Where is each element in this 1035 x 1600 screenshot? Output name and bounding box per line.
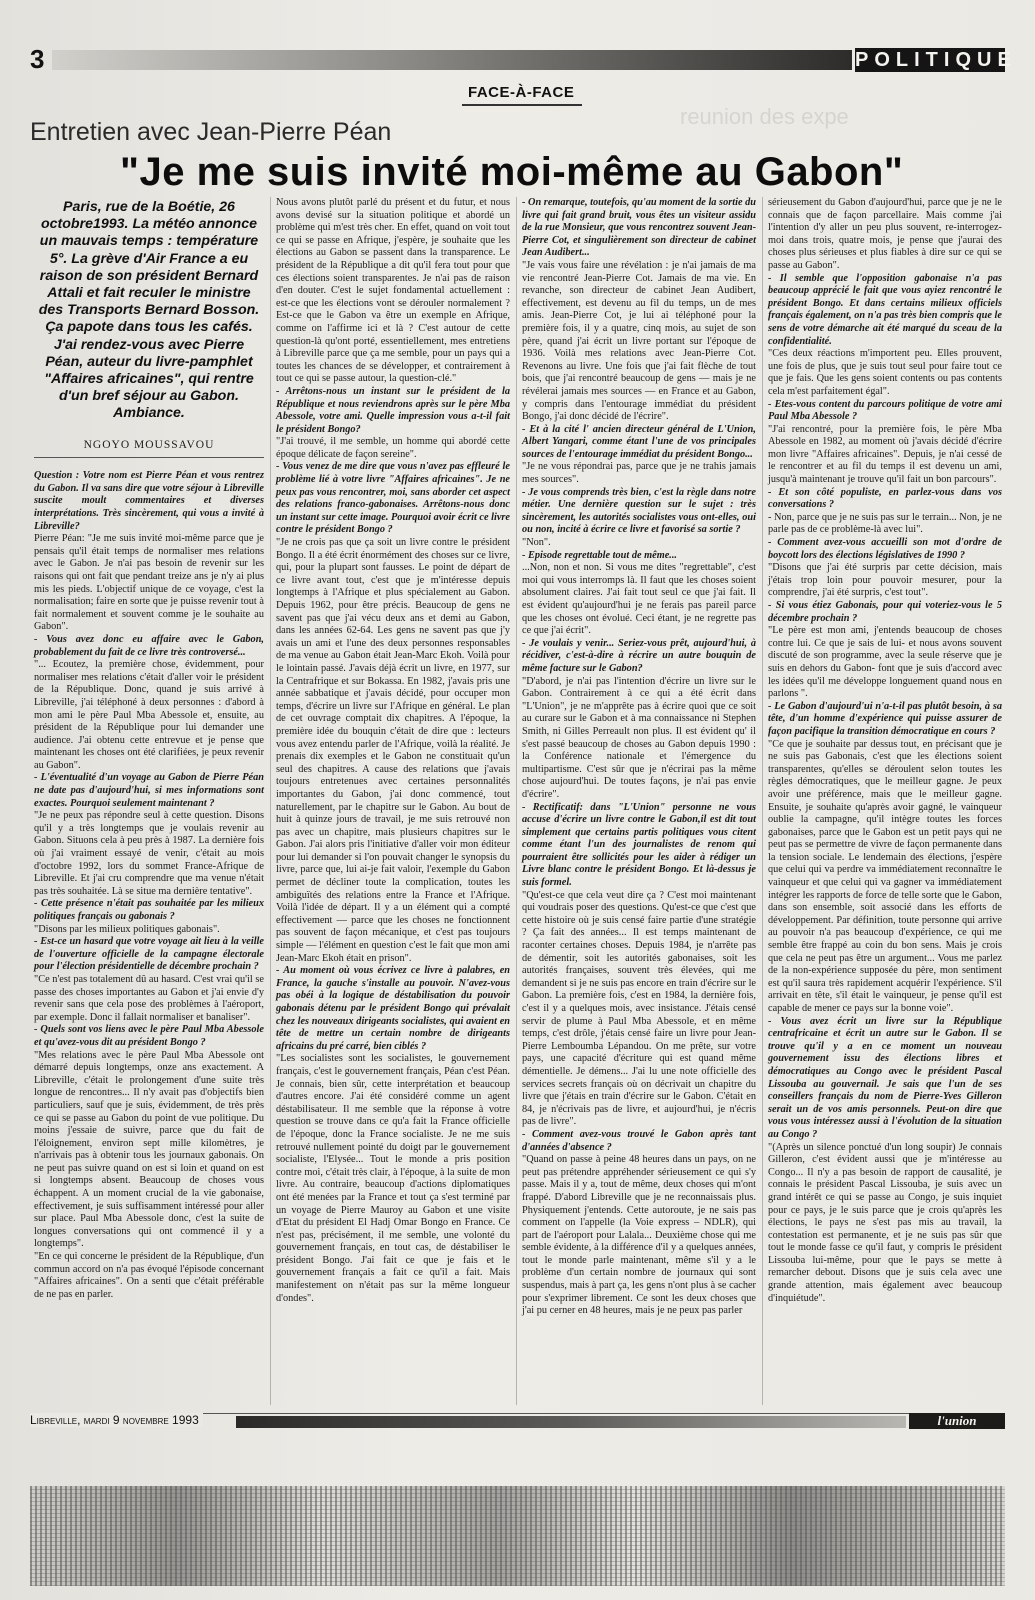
interview-answer: - Non, parce que je ne suis pas sur le terrain... Non, je ne parle pas de ce problème-là avec lui". — [768, 511, 1002, 536]
kicker: FACE-À-FACE — [468, 84, 575, 101]
interview-question: - On remarque, toutefois, qu'au moment de la sortie du livre qui fait grand bruit, vous êtes un visiteur assidu de la rue Monsieur, que vous rencontrez souvent Jean-Pierre Cot, et singulièrement son directeur de cabinet Jean Audibert... — [522, 197, 756, 259]
interview-answer: "Ces deux réactions m'importent peu. Elles prouvent, une fois de plus, que je suis tout seul pour faire tout ce que je fais. Que les gens soient contents ou pas contents cela m'est parfaitement égal". — [768, 348, 1002, 397]
interview-answer: Pierre Péan: "Je me suis invité moi-même parce que je pensais qu'il était temps de normaliser mes relations avec le Gabon. Je n'ai pas besoin de revenir sur les raisons qui ont fait que pendant treize ans je n'y ai plus mis les pieds. L'objectif unique de ce voyage, c'est la normalisation; faire en sorte que je puisse revenir tout à fait normalement et souvent comme je le souhaite au Gabon". — [34, 533, 264, 633]
column-3 — [522, 197, 756, 1318]
column-divider — [516, 197, 517, 1405]
column-2-body — [276, 197, 510, 1305]
interview-question: - Cette présence n'était pas souhaitée par les milieux politiques français ou gabonais ? — [34, 898, 264, 923]
footer-bar — [236, 1416, 906, 1428]
interview-question: - Etes-vous content du parcours politique de votre ami Paul Mba Abessole ? — [768, 398, 1002, 423]
interview-answer: "D'abord, je n'ai pas l'intention d'écrire un livre sur le Gabon. Contrairement à ce qui a été écrit dans "L'Union", je ne m'apprête pas à écrire quoi que ce soit au curare sur le Gabon et à ma connaissance ni Stephen Smith, ni Gilles Perreault non plus. Il est évident qu' il s'est passé beaucoup de choses au Gabon depuis 1990 : la Conférence nationale et l'émergence du multipartisme. C'est sûr que je n'écrirai pas la même chose aujourd'hui. De toutes façons, je n'ai pas envie d'écrire". — [522, 675, 756, 800]
interview-question: - Rectificatif: dans "L'Union" personne ne vous accuse d'écrire un livre contre le Gabon,il est dit tout simplement que certains partis politiques vous citent comme étant l'un des journalistes de renom qui pourraient être sollicités pour les aider à rédiger un Livre blanc contre le président Bongo. Et là-dessus je suis formel. — [522, 801, 756, 889]
article-headline: "Je me suis invité moi-même au Gabon" — [120, 150, 904, 194]
interview-answer: "Qu'est-ce que cela veut dire ça ? C'est moi maintenant qui voudrais poser des questions. Qu'est-ce que c'est que cette histoire où je suis censé faire partie d'une stratégie ? Ça fait des années... Il est temps maintenant de raconter certaines choses. Depuis 1984, je n'arrête pas de démentir, soit les autorités gabonaises, soit les autorités françaises, souvent très élevées, qui me demandent si je ne suis pas encore en train d'écrire sur le Gabon. La première fois, c'est en 1984, la dernière fois, c'est il y a quelques mois, avec insistance. J'étais censé servir de plume à Paul Mba Abessole, et en même temps, c'est drôle, j'étais censé faire un livre pour Jean-Pierre Lemboumba Lépandou. On me prête, sur votre pays, une capacité d'écriture qui est quand même démentielle. Je démens... J'ai lu une note officielle des services secrets français où on décrivait un chapitre du livre que j'étais en train d'écrire sur le Gabon. C'était en 84, je n'écrivais pas de livre, et aujourd'hui, je n'écris pas de livre". — [522, 889, 756, 1128]
column-4 — [768, 197, 1002, 1305]
interview-question: - Je voulais y venir... Seriez-vous prêt, aujourd'hui, à récidiver, c'est-à-dire à récrire un autre bouquin de même facture sur le Gabon? — [522, 637, 756, 674]
interview-question: - Comment avez-vous trouvé le Gabon après tant d'années d'absence ? — [522, 1128, 756, 1153]
interview-question: - Episode regrettable tout de même... — [522, 549, 678, 561]
newspaper-logo: l'union — [909, 1413, 1005, 1429]
interview-answer: "Je ne peux pas répondre seul à cette question. Disons qu'il y a très longtemps que je voulais revenir au Gabon. Situons cela à peu près à 1987. La dernière fois où j'ai vraiment essayé de venir, c'était au mois d'octobre 1992, lors du sommet France-Afrique de Libreville. Et j'ai cru comprendre que ma venue n'était pas très souhaitée. Là se situe ma dernière tentative". — [34, 810, 264, 897]
interview-question: - Est-ce un hasard que votre voyage ait lieu à la veille de l'ouverture officielle de la campagne électorale pour l'élection présidentielle de décembre prochain ? — [34, 936, 264, 973]
interview-question: - Et à la cité l' ancien directeur général de L'Union, Albert Yangari, comme étant l'une de vos principales sources de l'entourage immédiat du président Bongo... — [522, 423, 756, 460]
interview-question: - Quels sont vos liens avec le père Paul Mba Abessole et qu'avez-vous dit au président Bongo ? — [34, 1024, 264, 1048]
interview-answer: "Disons que j'ai été surpris par cette décision, mais j'étais trop loin pour pouvoir mesurer, pour la comprendre, j'ai été surpris, c'est tout". — [768, 562, 1002, 599]
interview-answer: "... Ecoutez, la première chose, évidemment, pour normaliser mes relations c'était d'aller voir le président de la République. Donc, quand je suis arrivé à Libreville, j'ai téléphoné à deux personnes : d'abord à mon ami le père Paul Mba Abessole et, ensuite, au président de la République pour lui demander une audience. J'ai obtenu cette entrevue et je pense que maintenant les choses ont été clarifiées, je peux revenir au Gabon". — [34, 659, 264, 771]
interview-answer: ...Non, non et non. Si vous me dites "regrettable", c'est moi qui vous interromps là. Il faut que les choses soient absolument claires. J'ai fait tout seul ce que j'ai fait. Il est évident qu'aujourd'hui je ne ferais pas pareil parce que les choses ont évolué. Ceci étant, je ne regrette pas ce que j'ai écrit". — [522, 562, 756, 637]
scan-artifact — [30, 1486, 1005, 1586]
column-divider — [270, 197, 271, 1405]
interview-answer: "Les socialistes sont les socialistes, le gouvernement français, c'est le gouvernement français, Péan c'est Péan. Je connais, bien sûr, cette interprétation et beaucoup d'autres encore. J'ai été considéré comme un agent déstabilisateur. Il me semble que la réponse à votre question se trouve dans ce qu'a fait la France officielle de l'époque, donc la France socialiste. Je ne me suis retrouvé nullement pointé du doigt par le gouvernement socialiste, l'Elysée... Tout le monde a pris position contre moi, c'était très clair, à l'époque, à la suite de mon livre. Au contraire, beaucoup d'actions diplomatiques ont été menées par la France et tout ça s'est terminé par un voyage de Pierre Mauroy au Gabon et une visite d'Etat du président El Hadj Omar Bongo en France. Ce n'est pas, précisément, il me semble, une volonté du gouvernement français, en tout cas, de déstabiliser le président Bongo. J'ai fait ce que je fais et le gouvernement français a fait ce qu'il a fait. Mais manifestement on n'était pas sur la même longueur d'ondes". — [276, 1053, 510, 1304]
interview-question: - L'éventualité d'un voyage au Gabon de Pierre Péan ne date pas d'aujourd'hui, si mes informations sont exactes. Pourquoi seulement maintenant ? — [34, 772, 264, 809]
article-intro: Paris, rue de la Boétie, 26 octobre1993. La météo annonce un mauvais temps : température 5°. La grève d'Air France a eu raison de son président Bernard Attali et fait reculer le ministre des Transports Bernard Bosson. Ça papote dans tous les cafés. J'ai rendez-vous avec Pierre Péan, auteur du livre-pamphlet "Affaires africaines", qui rentre d'un bref séjour au Gabon. Ambiance. — [38, 199, 260, 422]
interview-question: - Vous avez écrit un livre sur la République centrafricaine et écrit un autre sur le Gabon. Il se trouve qu'il y a en ce moment un nouveau gouvernement issu des élections libres et démocratiques au Congo avec le président Pascal Lissouba au gouvernail. Je sais que l'un de ses conseillers français du nom de Pierre-Yves Gilleron serait un de vos amis personnels. Peut-on dire que vous vous intéressez aussi à l'évolution de la situation au Congo ? — [768, 1015, 1002, 1140]
column-1-body — [34, 470, 264, 1301]
page-number: 3 — [30, 44, 45, 74]
article-subhead: Entretien avec Jean-Pierre Péan — [30, 118, 392, 146]
interview-answer: sérieusement du Gabon d'aujourd'hui, parce que je ne le connais que de façon parcellaire. Mais comme j'ai l'intention d'y aller un peu plus souvent, re-interrogez- moi dans trois, quatre mois, je pense que j'aurai des choses plus sérieuses et plus fiables à dire sur ce qui se passe au Gabon". — [768, 197, 1002, 271]
interview-answer: "Non". — [522, 537, 551, 549]
column-4-body — [768, 197, 1002, 1305]
interview-answer: "Disons par les milieux politiques gabonais". — [34, 923, 220, 935]
interview-answer: "Ce n'est pas totalement dû au hasard. C'est vrai qu'il se passe des choses importantes au Gabon et j'ai envie d'y revenir sans que cela pose des problèmes à l'aéroport, par exemple. Donc il fallait normaliser et banaliser". — [34, 973, 264, 1023]
page-header — [30, 44, 1017, 74]
interview-question: - Et son côté populiste, en parlez-vous dans vos conversations ? — [768, 486, 1002, 511]
column-1 — [34, 197, 264, 1301]
interview-question: - Arrêtons-nous un instant sur le président de la République et nous reviendrons après sur le père Mba Abessole, votre ami. Quelle impression vous a-t-il fait le président Bongo? — [276, 385, 510, 435]
interview-question: - Il semble que l'opposition gabonaise n'a pas beaucoup apprécié le fait que vous ayiez rencontré le président Bongo. Et dans certains milieux officiels français également, on n'a pas très bien compris que le sens de votre démarche ait été marqué du sceau de la confidentialité. — [768, 272, 1002, 347]
interview-answer: "J'ai rencontré, pour la première fois, le père Mba Abessole en 1982, au moment où j'avais décidé d'écrire mon livre "Affaires africaines". Depuis, je n'ai cessé de le rencontrer et au fil du temps il est devenu un ami, jusqu'à maintenant je trouve qu'il fait un bon parcours". — [768, 423, 1002, 486]
interview-question: - Comment avez-vous accueilli son mot d'ordre de boycott lors des élections législatives de 1990 ? — [768, 537, 1002, 561]
column-divider — [762, 197, 763, 1405]
interview-answer: "Le père est mon ami, j'entends beaucoup de choses contre lui. Ce que je sais de lui- et nous avons souvent discuté de son programme, avec la seule réserve que je suis en dehors du Gabon- font que je suis d'accord avec les idées qu'il me développe longuement quand nous en parlons ". — [768, 625, 1002, 700]
interview-answer: "Je ne crois pas que ça soit un livre contre le président Bongo. Il a été écrit énormément des choses sur ce livre, qui, pour la plupart sont fausses. Le point de départ de ce livre avant tout, c'est que je m'intéresse depuis longtemps à l'Afrique et plus spécialement au Gabon. Depuis 1962, pour être précis. Beaucoup de gens ne savent pas que j'ai vécu deux ans et demi au Gabon, dans les années 62-64. Les gens ne savent pas que j'y avais un ami et l'une des deux personnes responsables de ma venue au Gabon était Jean-Marc Ekoh. Voilà pour le lointain passé. J'avais déjà écrit un livre, en 1977, sur la Centrafrique et sur Bokassa. En 1982, j'avais pris une année sabbatique et j'avais décidé, pour occuper mon temps, d'écrire un livre sur l'Afrique en général. Le plan de cet ouvrage comptait dix chapitres. A l'époque, la première idée du bouquin c'était de dire que : lecteurs vous avez entendu parler de l'Afrique, voilà la réalité. Je prenais dix exemples et le Gabon ne constituait qu'un seul des chapitres. A cause des relations que j'avais toujours entretenues avec certaines personnalités importantes du Gabon, j'ai donc commencé, tout naturellement, par le chapitre sur le Gabon. Au bout de huit à quinze jours de travail, je me suis retrouvé non pas avec un chapitre, mais plusieurs chapitres sur le Gabon. J'ai alors pris l'initiative d'aller voir mon éditeur pour lui demander si l'on pouvait changer le synopsis du livre, parce que, lui ai-je fait valoir, l'exemple du Gabon permet de décliner toute la complication, toutes les ambiguïtés des relations entre la France et l'Afrique. Voilà l'idée de départ. Il y a un élément qui a compté effectivement — parce que les choses ne fonctionnent pas souvent de façon mécanique, et c'est pas toujours simple — l'élément en question c'est le fait que mon ami Jean-Marc Ekoh était en prison". — [276, 537, 510, 964]
interview-answer: Nous avons plutôt parlé du présent et du futur, et nous avons devisé sur la situation politique et abordé un problème qui m'est très cher. En effet, quand on voit tout ce qui se passe en Afrique, j'espère, je souhaite que les élections au Gabon se passent dans la transparence. Le président de la République a dit qu'il fera tout pour que ces élections soient transparentes. Je n'ai pas de raison d'en douter. C'est le sujet fondamental actuellement : est-ce que les élections vont se dérouler normalement ? Est-ce que le Gabon va être un exemple en Afrique, comme on l'affirme ici et là ? C'est autour de cette question-là qu'ont porté, essentiellement, mes entretiens à Libreville parce que ça me semble, pour un pays qui a toutes les chances de se développer, et contrairement à tout ce qui se passe autour, la question-clé." — [276, 197, 510, 385]
kicker-rule — [462, 104, 582, 106]
interview-question: Question : Votre nom est Pierre Péan et vous rentrez du Gabon. Il va sans dire que votre séjour à Libreville suscite moult commentaires et diverses interprétations. Très sincèrement, qui vous a invité à Libreville? — [34, 470, 264, 532]
bleed-through-text: reunion des expe — [680, 104, 849, 129]
column-2 — [276, 197, 510, 1305]
interview-question: - Le Gabon d'aujourd'ui n'a-t-il pas plutôt besoin, à sa tête, d'un homme d'expérience qui puisse assurer de façon pacifique la transition démocratique en cours ? — [768, 700, 1002, 737]
interview-answer: "Ce que je souhaite par dessus tout, en précisant que je ne suis pas Gabonais, c'est que les élections soient transparentes, qu'elles se déroulent selon toutes les règles démocratiques, que le meilleur gagne. Je peux avoir une préférence, mais que le meilleur gagne. Ensuite, je souhaite qu'après avoir gagné, le vainqueur oublie la campagne, qu'il intègre toutes les forces gabonaises, parce que le Gabon est un petit pays qui ne peut pas se permettre de vivre de façon permanente dans la tension sociale. Le lendemain des élections, j'espère que celui qui va perdre va immédiatement reconnaître le vainqueur et que celui qui va gagner va immédiatement intégrer les rapports de force de telle sorte que le Gabon, dans son ensemble, soit associé dans les efforts de développement. Par définition, toute personne qui arrive au pouvoir n'a pas beaucoup d'expérience, ce qui me semble être frappé au coin du bon sens. Mais je crois que cela ne peut pas être un argument... Vous me parlez de la non-expérience supposée du père, mon sentiment est qu'il saura très rapidement acquérir l'expérience. S'il arrivait en tête, s'il était le vainqueur, je pense qu'il est capable de mener ce pays sur la bonne voie". — [768, 738, 1002, 1014]
interview-question: - Si vous étiez Gabonais, pour qui voteriez-vous le 5 décembre prochain ? — [768, 600, 1002, 624]
interview-question: - Vous avez donc eu affaire avec le Gabon, probablement du fait de ce livre très controversé... — [34, 633, 264, 658]
column-3-body — [522, 197, 756, 1318]
interview-answer: "Je ne vous répondrai pas, parce que je ne trahis jamais mes sources". — [522, 461, 756, 486]
interview-answer: "Quand on passe à peine 48 heures dans un pays, on ne peut pas prétendre appréhender sérieusement ce qui s'y passe. Mais il y a, tout de même, deux choses qui m'ont frappé. D'abord Libreville que je ne reconnaissais plus. Physiquement j'entends. Cette autoroute, je ne sais pas comment on l'appelle (la Voie express – NDLR), qui part de l'aéroport pour Lalala... Deuxième chose qui me semble évidente, à la différence d'il y a quelques années, tout le monde parle maintenant, même s'il y a le problème d'un certain nombre de journaux qui sont suspendus, mais à part ça, les gens n'ont plus à se cacher pour s'exprimer librement. Ce sont les deux choses que j'ai pu cerner en 48 heures, mais je ne peux pas parler — [522, 1154, 756, 1317]
byline: NGOYO MOUSSAVOU — [34, 439, 264, 459]
interview-answer: "J'ai trouvé, il me semble, un homme qui abordé cette époque délicate de façon sereine". — [276, 436, 510, 460]
section-label: POLITIQUE — [855, 49, 1017, 71]
header-rule — [52, 50, 852, 70]
footer-date: Libreville, mardi 9 novembre 1993 — [30, 1413, 203, 1427]
interview-question: - Je vous comprends très bien, c'est la règle dans notre métier. Une dernière question sur le sujet : très sincèrement, les autorités socialistes vous ont-elles, oui ou non, incité à écrire ce livre et favorisé sa sortie ? — [522, 486, 756, 536]
interview-question: - Au moment où vous écrivez ce livre à palabres, en France, la gauche s'installe au pouvoir. N'avez-vous pas obéi à la logique de déstabilisation du pouvoir gabonais détenu par le président Bongo qui prévalait chez les nouveaux dirigeants socialistes, qui avaient en tête de mettre un certain nombre de dirigeants africains du pré carré, bien ciblés ? — [276, 965, 510, 1052]
interview-answer: "Je vais vous faire une révélation : je n'ai jamais de ma vie rencontré Jean-Pierre Cot. Jamais de ma vie. En revanche, son directeur de cabinet Jean Audibert, effectivement, est devenu au fil du temps, un de mes amis. Jean-Pierre Cot, je lui ai téléphoné pour la première fois, il y a quatre, cinq mois, au sujet de son père, quand j'ai écrit un livre portant sur l'époque de 1936. Voilà mes relations avec Jean-Pierre Cot. Revenons au livre. Une fois que j'ai fait flèche de tout bois, que j'ai rencontré beaucoup de gens — mais je ne révélerai jamais mes sources — en France et au Gabon, y compris dans l'entourage immédiat du président Bongo, j'ai donc décidé de l'écrire". — [522, 259, 756, 423]
interview-answer: "En ce qui concerne le président de la République, d'un commun accord on n'a pas évoqué l'épisode concernant "Affaires africaines". On a senti que c'était préférable de ne pas en parler. — [34, 1251, 264, 1300]
interview-answer: "(Après un silence ponctué d'un long soupir) Je connais Gilleron, c'est évident aussi que je m'intéresse au Congo... Il n'y a pas besoin de rapport de causalité, je connais le président Pascal Lissouba, je suis avec un grand intérêt ce qui se passe au Congo, je suis inquiet pour ce pays, je le suis parce que je crois qu'après les élections, le pays ne s'est pas mis au travail, la contestation est permanente, et je ne suis pas sûr que tout le monde fasse ce qu'il faut, y compris le président Lissouba lui-même, pour que le pays se mette à remarcher debout. Disons que je suis cela avec une grande attention, mais également avec beaucoup d'inquiétude". — [768, 1141, 1002, 1304]
interview-answer: "Mes relations avec le père Paul Mba Abessole ont démarré depuis longtemps, onze ans exactement. A Libreville, c'était le prolongement d'une suite très longue de rencontres... Il n'y avait pas d'objectifs bien particuliers, sauf que je suis, évidemment, de très près ce qui se passe au Gabon du point de vue politique. Du moins j'essaie de suivre, parce que du fait de l'éloignement, environ sept mille kilomètres, je n'arrivais pas à obtenir tous les journaux gabonais. On ne peut pas suivre quand on est si loin et quand on est si longtemps absent. Beaucoup de choses vous échappent. A un moment crucial de la vie gabonaise, effectivement, je suis suffisamment intéressé pour aller sur place. Paul Mba Abessole donc, c'est la suite de longues conversations qui ont commencé il y a longtemps". — [34, 1049, 264, 1250]
interview-question: - Vous venez de me dire que vous n'avez pas effleuré le problème lié à votre livre "Affaires africaines". Je ne peux pas vous rencontrer, moi, sans aborder cet aspect des relations franco-gabonaises. Arrêtons-nous donc un instant sur cette image. Pourquoi avoir écrit ce livre contre le président Bongo ? — [276, 461, 510, 536]
